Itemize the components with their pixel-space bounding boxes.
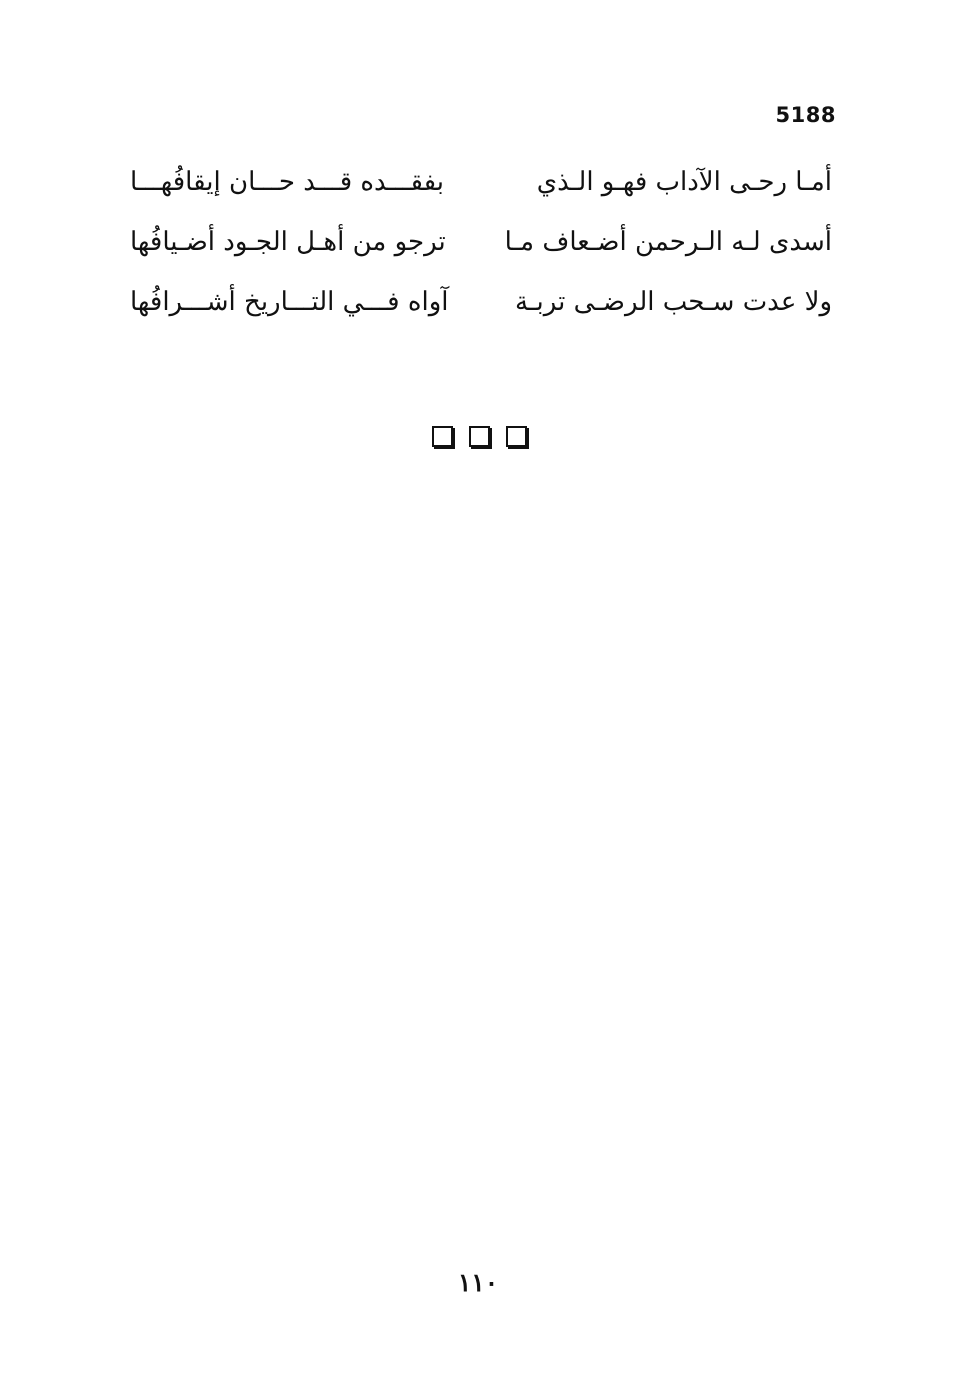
verse-first-hemistich: ولا عدت سـحب الرضـى تربـة	[514, 287, 832, 317]
verse-first-hemistich: أسدى لـه الـرحمن أضـعاف مـا	[504, 227, 832, 257]
square-ornament-icon	[432, 426, 453, 447]
page-number: ١١٠	[457, 1268, 499, 1297]
poem-verse	[130, 280, 832, 340]
verse-second-hemistich: آواه فـــي التـــاريخ أشـــرافُها	[130, 287, 449, 317]
poem-verse	[130, 220, 832, 280]
square-ornament-icon	[506, 426, 527, 447]
verse-first-hemistich: أمـا رحـى الآداب فهـو الـذي	[536, 167, 832, 197]
section-separator	[432, 426, 527, 447]
verse-second-hemistich: بفقـــده قـــد حـــان إيقافُهـــا	[130, 167, 445, 197]
poem	[130, 160, 832, 340]
square-ornament-icon	[469, 426, 490, 447]
verse-second-hemistich: ترجو من أهـل الجـود أضـيافُها	[130, 227, 446, 257]
reference-number: 5188	[775, 103, 836, 127]
poem-verse	[130, 160, 832, 220]
